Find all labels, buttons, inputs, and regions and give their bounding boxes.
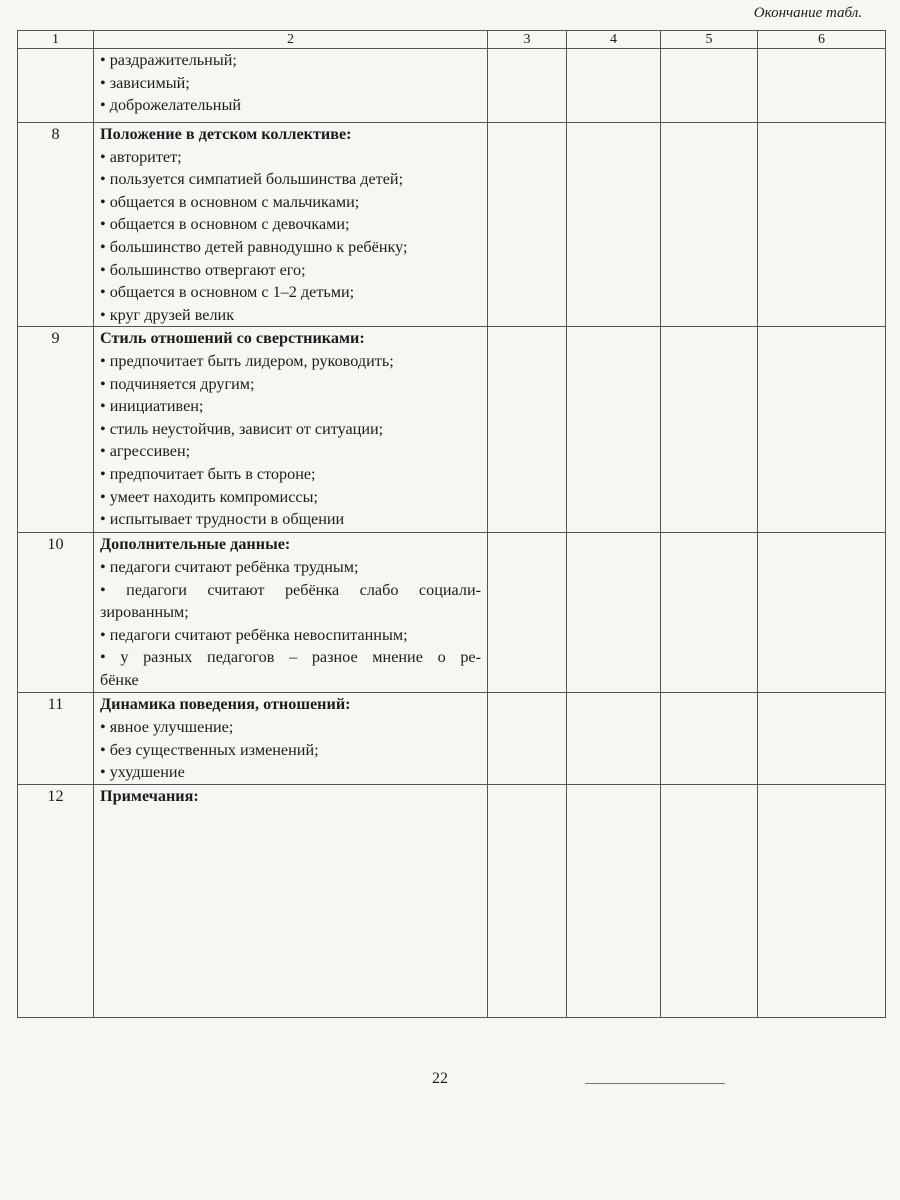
empty-cell-col-4 xyxy=(567,533,661,693)
row-content xyxy=(94,49,488,123)
empty-cell-col-4 xyxy=(567,785,661,1018)
row-title: Положение в детском коллективе: xyxy=(100,125,352,143)
row-number: 8 xyxy=(18,123,94,327)
list-item: • стиль неустойчив, зависит от ситуации; xyxy=(100,419,384,438)
column-number-header-row xyxy=(18,31,886,49)
table-continuation-caption: Окончание табл. xyxy=(753,5,862,21)
empty-cell-col-4 xyxy=(567,327,661,533)
list-item: • раздражительный; xyxy=(100,51,237,69)
row-content xyxy=(94,785,488,1018)
empty-cell-col-6 xyxy=(758,49,886,123)
list-item: • испытывает трудности в общении xyxy=(100,510,345,529)
list-item: • общается в основном с девочками; xyxy=(100,215,350,234)
empty-cell-col-5 xyxy=(661,49,758,123)
list-item: • педагоги считают ребёнка слабо социали- xyxy=(100,580,481,599)
empty-cell-col-5 xyxy=(661,533,758,693)
list-item: • у разных педагогов – разное мнение о ре- xyxy=(100,648,481,667)
row-title: Дополнительные данные: xyxy=(100,535,291,554)
column-header: 4 xyxy=(567,31,661,49)
row-number xyxy=(18,49,94,123)
table-row xyxy=(18,785,886,1018)
column-header: 6 xyxy=(758,31,886,49)
empty-cell-col-3 xyxy=(488,533,567,693)
list-item: • большинство детей равнодушно к ребёнку; xyxy=(100,237,408,256)
list-item: зированным; xyxy=(100,603,189,622)
empty-cell-col-5 xyxy=(661,785,758,1018)
list-item: • умеет находить компромиссы; xyxy=(100,487,318,506)
row-title: Стиль отношений со сверстниками: xyxy=(100,329,365,348)
empty-cell-col-3 xyxy=(488,693,567,785)
empty-cell-col-4 xyxy=(567,123,661,327)
observation-table xyxy=(17,30,886,1018)
table-row xyxy=(18,123,886,327)
list-item: • круг друзей велик xyxy=(100,305,235,324)
page-number: 22 xyxy=(432,1070,448,1087)
row-title: Динамика поведения, отношений: xyxy=(100,695,351,714)
empty-cell-col-3 xyxy=(488,785,567,1018)
list-item: бёнке xyxy=(100,670,139,689)
row-content xyxy=(94,327,488,533)
row-content xyxy=(94,123,488,327)
column-header: 5 xyxy=(661,31,758,49)
list-item: • агрессивен; xyxy=(100,442,191,461)
list-item: • явное улучшение; xyxy=(100,717,234,736)
column-header: 2 xyxy=(94,31,488,49)
empty-cell-col-6 xyxy=(758,785,886,1018)
list-item: • большинство отвергают его; xyxy=(100,260,306,279)
empty-cell-col-6 xyxy=(758,533,886,693)
list-item: • ухудшение xyxy=(100,763,185,782)
list-item: • зависимый; xyxy=(100,73,190,92)
column-header: 1 xyxy=(18,31,94,49)
table-row xyxy=(18,693,886,785)
empty-cell-col-6 xyxy=(758,693,886,785)
row-content xyxy=(94,533,488,693)
list-item: • доброжелательный xyxy=(100,96,241,115)
list-item: • авторитет; xyxy=(100,147,182,166)
list-item: • предпочитает быть в стороне; xyxy=(100,464,316,483)
row-number: 11 xyxy=(18,693,94,785)
divider xyxy=(585,1083,725,1084)
list-item: • инициативен; xyxy=(100,397,204,416)
empty-cell-col-3 xyxy=(488,123,567,327)
empty-cell-col-3 xyxy=(488,327,567,533)
column-header: 3 xyxy=(488,31,567,49)
table-row xyxy=(18,49,886,123)
list-item: • общается в основном с мальчиками; xyxy=(100,192,360,211)
list-item: • педагоги считают ребёнка трудным; xyxy=(100,557,359,576)
row-number: 9 xyxy=(18,327,94,533)
empty-cell-col-6 xyxy=(758,327,886,533)
empty-cell-col-5 xyxy=(661,123,758,327)
empty-cell-col-5 xyxy=(661,327,758,533)
row-number: 12 xyxy=(18,785,94,1018)
list-item: • без существенных изменений; xyxy=(100,740,319,759)
table-row xyxy=(18,327,886,533)
list-item: • предпочитает быть лидером, руководить; xyxy=(100,351,394,370)
empty-cell-col-4 xyxy=(567,693,661,785)
list-item: • педагоги считают ребёнка невоспитанным; xyxy=(100,625,408,644)
list-item: • общается в основном с 1–2 детьми; xyxy=(100,283,355,302)
list-item: • подчиняется другим; xyxy=(100,374,255,393)
empty-cell-col-5 xyxy=(661,693,758,785)
row-title: Примечания: xyxy=(100,787,199,806)
empty-cell-col-6 xyxy=(758,123,886,327)
table-row xyxy=(18,533,886,693)
list-item: • пользуется симпатией большинства детей; xyxy=(100,170,404,189)
empty-cell-col-4 xyxy=(567,49,661,123)
row-number: 10 xyxy=(18,533,94,693)
row-content xyxy=(94,693,488,785)
empty-cell-col-3 xyxy=(488,49,567,123)
